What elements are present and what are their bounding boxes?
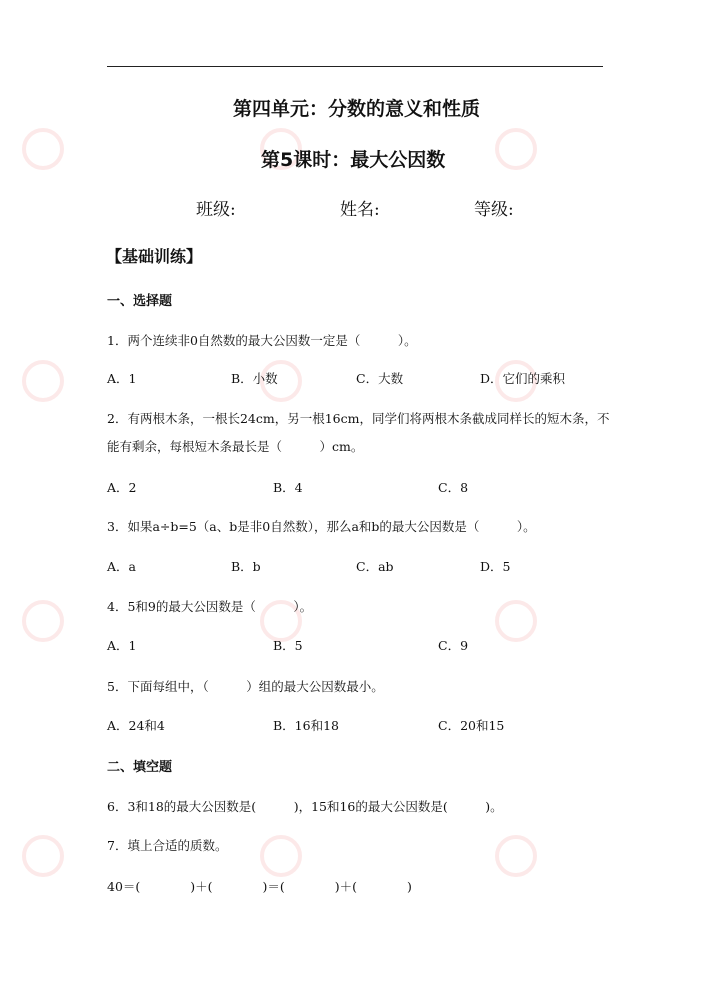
top-rule [107,66,603,67]
q4-option-c: C．9 [438,638,469,653]
question-2-line1: 2．有两根木条，一根长24cm，另一根16cm，同学们将两根木条截成同样长的短木条，不 [107,411,610,426]
lesson-subtitle: 第5课时：最大公因数 [261,149,446,171]
q1-option-d: D．它们的乘积 [480,371,566,386]
watermark-logo-icon [22,360,64,402]
watermark-logo-icon [22,128,64,170]
watermark-logo-icon [260,835,302,877]
q4-option-a: A．1 [107,638,137,653]
q3-option-d: D．5 [480,559,511,574]
name-label: 姓名: [340,200,380,220]
q1-option-c: C．大数 [356,371,404,386]
q5-option-a: A．24和4 [107,718,165,733]
part1-heading: 一、选择题 [107,294,173,309]
q2-option-c: C．8 [438,480,469,495]
q1-option-b: B．小数 [231,371,278,386]
watermark-logo-icon [495,835,537,877]
grade-label: 等级: [474,200,514,220]
part2-heading: 二、填空题 [107,760,173,775]
class-label: 班级: [196,200,236,220]
question-7-equation: 40＝( )＋( )＝( )＋( ) [107,879,412,894]
q3-option-c: C．ab [356,559,394,574]
watermark-logo-icon [495,128,537,170]
q5-option-c: C．20和15 [438,718,505,733]
question-3: 3．如果a÷b=5（a、b是非0自然数），那么a和b的最大公因数是（ ）。 [107,519,536,534]
page-title: 第四单元：分数的意义和性质 [233,98,481,120]
q2-option-a: A．2 [107,480,137,495]
section-title: 【基础训练】 [106,247,203,266]
question-1: 1．两个连续非0自然数的最大公因数一定是（ ）。 [107,333,417,348]
question-6: 6．3和18的最大公因数是( )，15和16的最大公因数是( )。 [107,799,503,814]
q2-option-b: B．4 [273,480,303,495]
q4-option-b: B．5 [273,638,303,653]
q3-option-b: B．b [231,559,261,574]
question-7: 7．填上合适的质数。 [107,838,228,853]
q5-option-b: B．16和18 [273,718,339,733]
q3-option-a: A．a [107,559,136,574]
watermark-logo-icon [495,600,537,642]
watermark-logo-icon [22,600,64,642]
question-5: 5．下面每组中，（ ）组的最大公因数最小。 [107,679,384,694]
watermark-logo-icon [22,835,64,877]
question-2-line2: 能有剩余，每根短木条最长是（ ）cm。 [107,439,364,454]
question-4: 4．5和9的最大公因数是（ ）。 [107,599,313,614]
q1-option-a: A．1 [107,371,137,386]
